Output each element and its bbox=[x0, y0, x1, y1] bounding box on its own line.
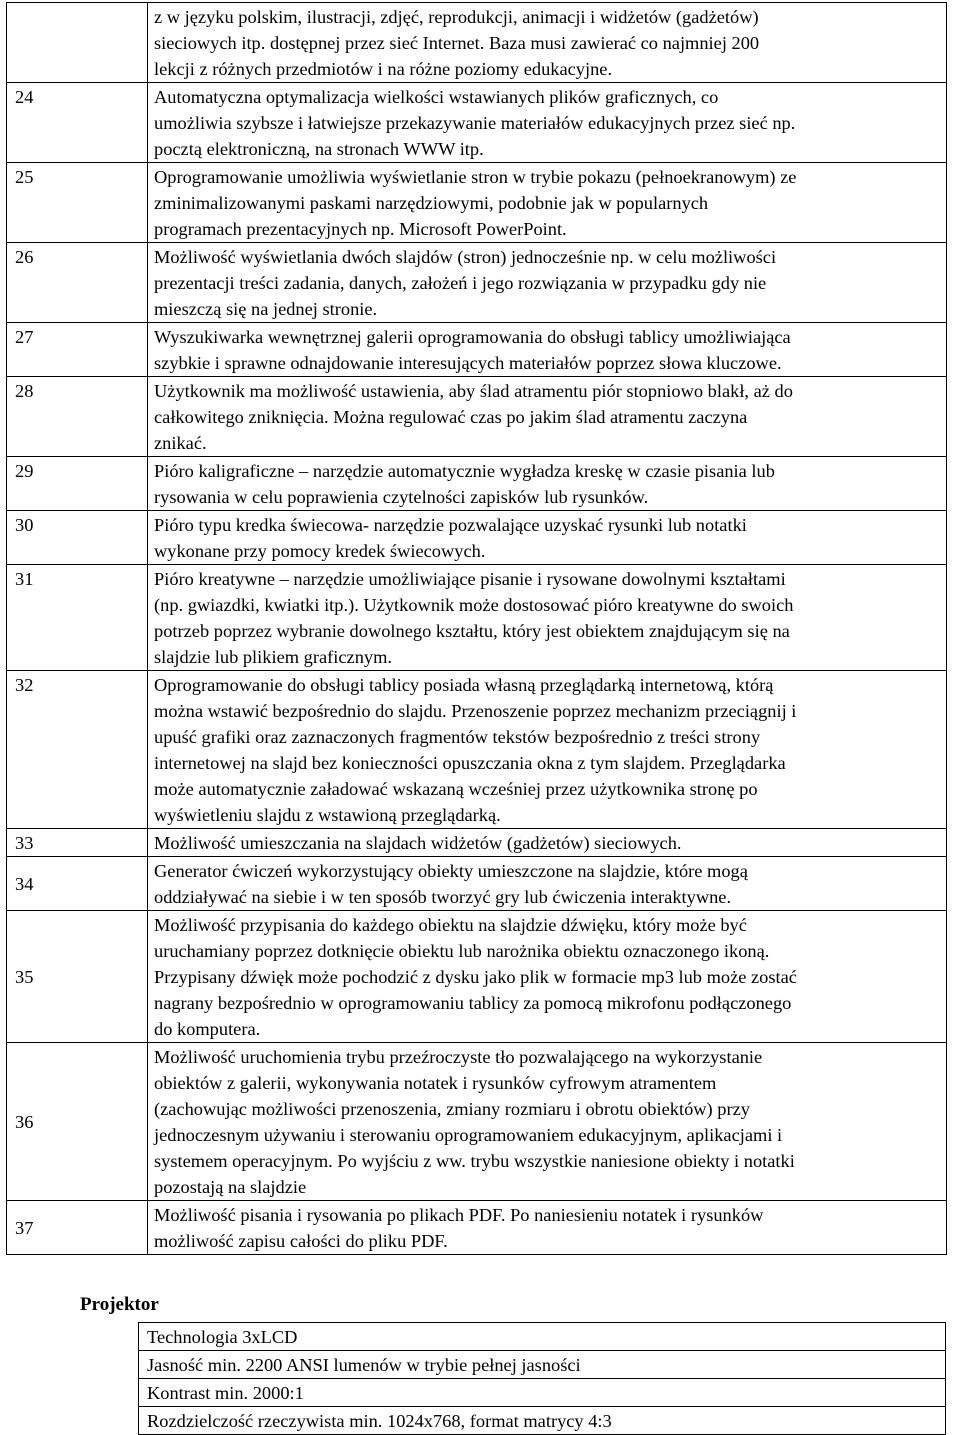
projector-spec-row bbox=[139, 1379, 946, 1407]
requirement-number: 36 bbox=[7, 1043, 148, 1201]
requirement-text-line: upuść grafiki oraz zaznaczonych fragmentów tekstów bezpośrednio z treści strony bbox=[154, 727, 761, 747]
requirement-text-line: może automatycznie załadować wskazaną wcześniej przez użytkownika stronę po bbox=[154, 779, 758, 799]
requirement-description bbox=[148, 243, 947, 323]
requirement-text-line: nagrany bezpośrednio w oprogramowaniu tablicy za pomocą mikrofonu podłączonego bbox=[154, 993, 792, 1013]
requirement-text-line: z w języku polskim, ilustracji, zdjęć, reprodukcji, animacji i widżetów (gadżetów) bbox=[154, 7, 759, 27]
requirement-row bbox=[7, 3, 947, 83]
requirement-row bbox=[7, 377, 947, 457]
requirement-number: 24 bbox=[7, 83, 148, 163]
requirement-row bbox=[7, 1201, 947, 1255]
requirement-text-line: szybkie i sprawne odnajdowanie interesujących materiałów poprzez słowa kluczowe. bbox=[154, 353, 782, 373]
requirement-number: 33 bbox=[7, 829, 148, 857]
projector-spec-row bbox=[139, 1323, 946, 1351]
requirement-text-line: możliwość zapisu całości do pliku PDF. bbox=[154, 1231, 448, 1251]
requirement-number: 31 bbox=[7, 565, 148, 671]
requirement-text-line: lekcji z różnych przedmiotów i na różne poziomy edukacyjne. bbox=[154, 59, 613, 79]
requirement-description bbox=[148, 457, 947, 511]
requirement-text-line: Pióro kreatywne – narzędzie umożliwiające pisanie i rysowane dowolnymi kształtami bbox=[154, 569, 786, 589]
requirement-row bbox=[7, 163, 947, 243]
projector-spec-row bbox=[139, 1407, 946, 1435]
requirement-number: 27 bbox=[7, 323, 148, 377]
requirement-text-line: pozostają na slajdzie bbox=[154, 1177, 307, 1197]
requirement-number: 29 bbox=[7, 457, 148, 511]
requirement-row bbox=[7, 511, 947, 565]
requirement-number bbox=[7, 3, 148, 83]
projector-spec-value: Rozdzielczość rzeczywista min. 1024x768, format matrycy 4:3 bbox=[139, 1407, 946, 1435]
requirement-text-line: umożliwia szybsze i łatwiejsze przekazywanie materiałów edukacyjnych przez sieć np. bbox=[154, 113, 796, 133]
requirement-text-line: obiektów z galerii, wykonywania notatek i rysunków cyfrowym atramentem bbox=[154, 1073, 717, 1093]
requirement-description bbox=[148, 3, 947, 83]
requirement-number: 25 bbox=[7, 163, 148, 243]
requirement-text-line: jednoczesnym używaniu i sterowaniu oprogramowaniem edukacyjnym, aplikacjami i bbox=[154, 1125, 783, 1145]
requirement-description bbox=[148, 911, 947, 1043]
projector-spec-row bbox=[139, 1351, 946, 1379]
projector-spec-table-body bbox=[139, 1323, 946, 1435]
requirement-row bbox=[7, 857, 947, 911]
requirement-number: 34 bbox=[7, 857, 148, 911]
projector-spec-value: Jasność min. 2200 ANSI lumenów w trybie pełnej jasności bbox=[139, 1351, 946, 1379]
requirement-text-line: Oprogramowanie umożliwia wyświetlanie stron w trybie pokazu (pełnoekranowym) ze bbox=[154, 167, 797, 187]
requirement-text-line: rysowania w celu poprawienia czytelności zapisków lub rysunków. bbox=[154, 487, 649, 507]
requirement-text-line: Możliwość uruchomienia trybu przeźroczyste tło pozwalającego na wykorzystanie bbox=[154, 1047, 763, 1067]
requirement-number: 37 bbox=[7, 1201, 148, 1255]
requirement-description bbox=[148, 857, 947, 911]
projector-heading: Projektor bbox=[80, 1294, 159, 1315]
requirement-text-line: Możliwość pisania i rysowania po plikach PDF. Po naniesieniu notatek i rysunków bbox=[154, 1205, 764, 1225]
requirement-text-line: całkowitego zniknięcia. Można regulować czas po jakim ślad atramentu zaczyna bbox=[154, 407, 748, 427]
requirement-description bbox=[148, 565, 947, 671]
requirement-text-line: Możliwość umieszczania na slajdach widżetów (gadżetów) sieciowych. bbox=[154, 833, 682, 853]
requirement-text-line: Automatyczna optymalizacja wielkości wstawianych plików graficznych, co bbox=[154, 87, 719, 107]
requirement-description bbox=[148, 163, 947, 243]
requirement-row bbox=[7, 565, 947, 671]
projector-spec-value: Kontrast min. 2000:1 bbox=[139, 1379, 946, 1407]
requirement-description bbox=[148, 83, 947, 163]
requirement-row bbox=[7, 83, 947, 163]
requirement-text-line: internetowej na slajd bez konieczności opuszczania okna z tym slajdem. Przeglądarka bbox=[154, 753, 786, 773]
requirement-description bbox=[148, 671, 947, 829]
requirement-text-line: Pióro typu kredka świecowa- narzędzie pozwalające uzyskać rysunki lub notatki bbox=[154, 515, 747, 535]
requirement-text-line: slajdzie lub plikiem graficznym. bbox=[154, 647, 392, 667]
requirement-text-line: Oprogramowanie do obsługi tablicy posiada własną przeglądarką internetową, którą bbox=[154, 675, 774, 695]
requirement-row bbox=[7, 457, 947, 511]
requirement-text-line: zminimalizowanymi paskami narzędziowymi, podobnie jak w popularnych bbox=[154, 193, 709, 213]
requirement-text-line: prezentacji treści zadania, danych, założeń i jego rozwiązania w przypadku gdy nie bbox=[154, 273, 767, 293]
requirement-text-line: Możliwość przypisania do każdego obiektu na slajdzie dźwięku, który może być bbox=[154, 915, 747, 935]
requirement-text-line: Pióro kaligraficzne – narzędzie automatycznie wygładza kreskę w czasie pisania lub bbox=[154, 461, 775, 481]
requirement-text-line: wykonane przy pomocy kredek świecowych. bbox=[154, 541, 486, 561]
requirement-description bbox=[148, 377, 947, 457]
requirement-text-line: Generator ćwiczeń wykorzystujący obiekty umieszczone na slajdzie, które mogą bbox=[154, 861, 748, 881]
requirement-text-line: sieciowych itp. dostępnej przez sieć Internet. Baza musi zawierać co najmniej 200 bbox=[154, 33, 760, 53]
requirement-text-line: uruchamiany poprzez dotknięcie obiektu lub narożnika obiektu oznaczonego ikoną. bbox=[154, 941, 770, 961]
requirement-text-line: można wstawić bezpośrednio do slajdu. Przenoszenie poprzez mechanizm przeciągnij i bbox=[154, 701, 797, 721]
requirement-text-line: do komputera. bbox=[154, 1019, 261, 1039]
requirement-description bbox=[148, 829, 947, 857]
requirement-row bbox=[7, 243, 947, 323]
requirement-row bbox=[7, 911, 947, 1043]
requirement-description bbox=[148, 1043, 947, 1201]
requirement-number: 35 bbox=[7, 911, 148, 1043]
requirement-number: 28 bbox=[7, 377, 148, 457]
requirement-text-line: (np. gwiazdki, kwiatki itp.). Użytkownik może dostosować pióro kreatywne do swoich bbox=[154, 595, 794, 615]
requirement-text-line: pocztą elektroniczną, na stronach WWW itp. bbox=[154, 139, 484, 159]
requirement-text-line: znikać. bbox=[154, 433, 207, 453]
requirement-text-line: programach prezentacyjnych np. Microsoft PowerPoint. bbox=[154, 219, 567, 239]
requirement-row bbox=[7, 1043, 947, 1201]
requirement-text-line: systemem operacyjnym. Po wyjściu z ww. trybu wszystkie naniesione obiekty i notatki bbox=[154, 1151, 795, 1171]
requirement-text-line: Użytkownik ma możliwość ustawienia, aby ślad atramentu piór stopniowo blakł, aż do bbox=[154, 381, 793, 401]
projector-spec-value: Technologia 3xLCD bbox=[139, 1323, 946, 1351]
requirements-table bbox=[6, 2, 947, 1255]
requirement-row bbox=[7, 323, 947, 377]
requirement-text-line: Możliwość wyświetlania dwóch slajdów (stron) jednocześnie np. w celu możliwości bbox=[154, 247, 777, 267]
projector-spec-table bbox=[138, 1322, 946, 1435]
requirement-number: 30 bbox=[7, 511, 148, 565]
requirement-number: 26 bbox=[7, 243, 148, 323]
requirement-text-line: oddziaływać na siebie i w ten sposób tworzyć gry lub ćwiczenia interaktywne. bbox=[154, 887, 732, 907]
requirement-description bbox=[148, 1201, 947, 1255]
requirement-description bbox=[148, 511, 947, 565]
requirement-text-line: (zachowując możliwości przenoszenia, zmiany rozmiaru i obrotu obiektów) przy bbox=[154, 1099, 750, 1119]
requirement-row bbox=[7, 671, 947, 829]
requirement-text-line: Przypisany dźwięk może pochodzić z dysku jako plik w formacie mp3 lub może zostać bbox=[154, 967, 797, 987]
requirement-row bbox=[7, 829, 947, 857]
requirements-table-body bbox=[7, 3, 947, 1255]
requirement-number: 32 bbox=[7, 671, 148, 829]
requirement-text-line: Wyszukiwarka wewnętrznej galerii oprogramowania do obsługi tablicy umożliwiająca bbox=[154, 327, 791, 347]
requirement-text-line: mieszczą się na jednej stronie. bbox=[154, 299, 378, 319]
requirement-description bbox=[148, 323, 947, 377]
requirement-text-line: wyświetleniu slajdu z wstawioną przeglądarką. bbox=[154, 805, 501, 825]
requirement-text-line: potrzeb poprzez wybranie dowolnego kształtu, który jest obiektem znajdującym się na bbox=[154, 621, 790, 641]
